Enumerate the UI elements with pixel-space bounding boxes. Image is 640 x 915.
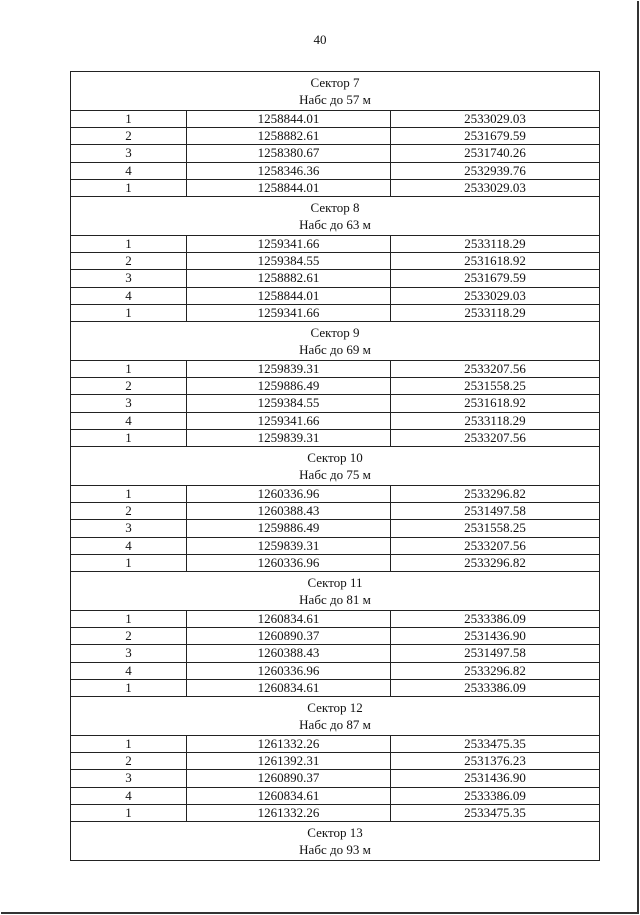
point-number-cell: 1 [71, 236, 187, 253]
sector-height-limit: Набс до 81 м [299, 592, 371, 608]
point-number-cell: 2 [71, 253, 187, 270]
y-coordinate-cell: 2533386.09 [391, 679, 600, 696]
point-number-cell: 4 [71, 412, 187, 429]
x-coordinate-cell: 1260336.96 [187, 554, 391, 571]
y-coordinate-cell: 2531679.59 [391, 270, 600, 287]
x-coordinate-cell: 1260890.37 [187, 770, 391, 787]
y-coordinate-cell: 2533386.09 [391, 787, 600, 804]
sector-header-cell [71, 447, 600, 486]
sector-header-cell [71, 572, 600, 611]
table-row [71, 304, 600, 321]
x-coordinate-cell: 1259341.66 [187, 236, 391, 253]
point-number-cell: 1 [71, 429, 187, 446]
x-coordinate-cell: 1260336.96 [187, 662, 391, 679]
table-row [71, 111, 600, 128]
table-row [71, 628, 600, 645]
point-number-cell: 1 [71, 736, 187, 753]
table-row [71, 395, 600, 412]
point-number-cell: 3 [71, 520, 187, 537]
x-coordinate-cell: 1260336.96 [187, 486, 391, 503]
point-number-cell: 4 [71, 537, 187, 554]
point-number-cell: 2 [71, 503, 187, 520]
sector-header-cell [71, 822, 600, 861]
table-row [71, 804, 600, 821]
sector-header-row [71, 572, 600, 611]
point-number-cell: 3 [71, 145, 187, 162]
sector-header-row [71, 197, 600, 236]
x-coordinate-cell: 1258844.01 [187, 111, 391, 128]
x-coordinate-cell: 1261392.31 [187, 753, 391, 770]
table-row [71, 179, 600, 196]
x-coordinate-cell: 1260834.61 [187, 787, 391, 804]
y-coordinate-cell: 2531436.90 [391, 628, 600, 645]
sector-header-row [71, 72, 600, 111]
x-coordinate-cell: 1260388.43 [187, 503, 391, 520]
point-number-cell: 3 [71, 395, 187, 412]
y-coordinate-cell: 2533118.29 [391, 236, 600, 253]
sector-title: Сектор 12 [307, 699, 363, 715]
page-number: 40 [313, 32, 327, 47]
y-coordinate-cell: 2531618.92 [391, 395, 600, 412]
x-coordinate-cell: 1259384.55 [187, 253, 391, 270]
table-row [71, 253, 600, 270]
sector-header-row [71, 322, 600, 361]
y-coordinate-cell: 2531740.26 [391, 145, 600, 162]
point-number-cell: 1 [71, 304, 187, 321]
y-coordinate-cell: 2531497.58 [391, 503, 600, 520]
table-row [71, 645, 600, 662]
table-row [71, 770, 600, 787]
coordinates-table [70, 71, 600, 861]
x-coordinate-cell: 1261332.26 [187, 736, 391, 753]
point-number-cell: 4 [71, 287, 187, 304]
x-coordinate-cell: 1259886.49 [187, 378, 391, 395]
x-coordinate-cell: 1258844.01 [187, 287, 391, 304]
sector-title: Сектор 13 [307, 824, 363, 840]
table-row [71, 611, 600, 628]
sector-height-limit: Набс до 69 м [299, 342, 371, 358]
point-number-cell: 1 [71, 111, 187, 128]
sector-header-row [71, 447, 600, 486]
point-number-cell: 3 [71, 770, 187, 787]
y-coordinate-cell: 2533207.56 [391, 429, 600, 446]
point-number-cell: 1 [71, 554, 187, 571]
x-coordinate-cell: 1259839.31 [187, 361, 391, 378]
sector-header-row [71, 697, 600, 736]
sector-height-limit: Набс до 63 м [299, 217, 371, 233]
x-coordinate-cell: 1260388.43 [187, 645, 391, 662]
sector-header-cell [71, 322, 600, 361]
table-row [71, 128, 600, 145]
y-coordinate-cell: 2533296.82 [391, 554, 600, 571]
x-coordinate-cell: 1260834.61 [187, 611, 391, 628]
table-row [71, 520, 600, 537]
sector-header-cell [71, 697, 600, 736]
table-row [71, 236, 600, 253]
point-number-cell: 1 [71, 486, 187, 503]
sector-header-row [71, 822, 600, 861]
point-number-cell: 4 [71, 162, 187, 179]
table-row [71, 287, 600, 304]
x-coordinate-cell: 1259886.49 [187, 520, 391, 537]
sector-height-limit: Набс до 75 м [299, 467, 371, 483]
table-row [71, 270, 600, 287]
y-coordinate-cell: 2533475.35 [391, 804, 600, 821]
y-coordinate-cell: 2531436.90 [391, 770, 600, 787]
point-number-cell: 4 [71, 662, 187, 679]
table-row [71, 662, 600, 679]
sector-title: Сектор 10 [307, 449, 363, 465]
table-row [71, 753, 600, 770]
y-coordinate-cell: 2533029.03 [391, 287, 600, 304]
point-number-cell: 2 [71, 753, 187, 770]
x-coordinate-cell: 1258882.61 [187, 270, 391, 287]
point-number-cell: 1 [71, 361, 187, 378]
y-coordinate-cell: 2533296.82 [391, 486, 600, 503]
x-coordinate-cell: 1259839.31 [187, 429, 391, 446]
y-coordinate-cell: 2533029.03 [391, 111, 600, 128]
y-coordinate-cell: 2531376.23 [391, 753, 600, 770]
sector-title: Сектор 9 [310, 324, 360, 340]
table-row [71, 361, 600, 378]
x-coordinate-cell: 1258346.36 [187, 162, 391, 179]
sector-title: Сектор 7 [310, 74, 360, 90]
sector-header-cell [71, 197, 600, 236]
table-row [71, 486, 600, 503]
y-coordinate-cell: 2531558.25 [391, 520, 600, 537]
table-row [71, 554, 600, 571]
x-coordinate-cell: 1259341.66 [187, 412, 391, 429]
coordinates-table-body [71, 72, 600, 861]
point-number-cell: 3 [71, 645, 187, 662]
point-number-cell: 1 [71, 611, 187, 628]
y-coordinate-cell: 2533475.35 [391, 736, 600, 753]
point-number-cell: 1 [71, 804, 187, 821]
y-coordinate-cell: 2532939.76 [391, 162, 600, 179]
x-coordinate-cell: 1258882.61 [187, 128, 391, 145]
y-coordinate-cell: 2531558.25 [391, 378, 600, 395]
point-number-cell: 1 [71, 179, 187, 196]
sector-height-limit: Набс до 93 м [299, 842, 371, 858]
y-coordinate-cell: 2533207.56 [391, 537, 600, 554]
y-coordinate-cell: 2533029.03 [391, 179, 600, 196]
point-number-cell: 2 [71, 128, 187, 145]
sector-title: Сектор 8 [310, 199, 360, 215]
point-number-cell: 4 [71, 787, 187, 804]
point-number-cell: 3 [71, 270, 187, 287]
point-number-cell: 2 [71, 378, 187, 395]
table-row [71, 162, 600, 179]
point-number-cell: 2 [71, 628, 187, 645]
x-coordinate-cell: 1258844.01 [187, 179, 391, 196]
table-row [71, 378, 600, 395]
x-coordinate-cell: 1260890.37 [187, 628, 391, 645]
table-row [71, 429, 600, 446]
x-coordinate-cell: 1260834.61 [187, 679, 391, 696]
x-coordinate-cell: 1259839.31 [187, 537, 391, 554]
y-coordinate-cell: 2533207.56 [391, 361, 600, 378]
x-coordinate-cell: 1259341.66 [187, 304, 391, 321]
sector-height-limit: Набс до 87 м [299, 717, 371, 733]
table-row [71, 503, 600, 520]
table-row [71, 145, 600, 162]
x-coordinate-cell: 1259384.55 [187, 395, 391, 412]
x-coordinate-cell: 1258380.67 [187, 145, 391, 162]
x-coordinate-cell: 1261332.26 [187, 804, 391, 821]
y-coordinate-cell: 2533118.29 [391, 412, 600, 429]
sector-header-cell [71, 72, 600, 111]
table-row [71, 537, 600, 554]
table-row [71, 787, 600, 804]
y-coordinate-cell: 2531618.92 [391, 253, 600, 270]
y-coordinate-cell: 2533386.09 [391, 611, 600, 628]
point-number-cell: 1 [71, 679, 187, 696]
sector-height-limit: Набс до 57 м [299, 92, 371, 107]
table-row [71, 736, 600, 753]
y-coordinate-cell: 2531497.58 [391, 645, 600, 662]
sector-title: Сектор 11 [307, 574, 363, 590]
table-row [71, 412, 600, 429]
table-row [71, 679, 600, 696]
y-coordinate-cell: 2531679.59 [391, 128, 600, 145]
y-coordinate-cell: 2533296.82 [391, 662, 600, 679]
y-coordinate-cell: 2533118.29 [391, 304, 600, 321]
